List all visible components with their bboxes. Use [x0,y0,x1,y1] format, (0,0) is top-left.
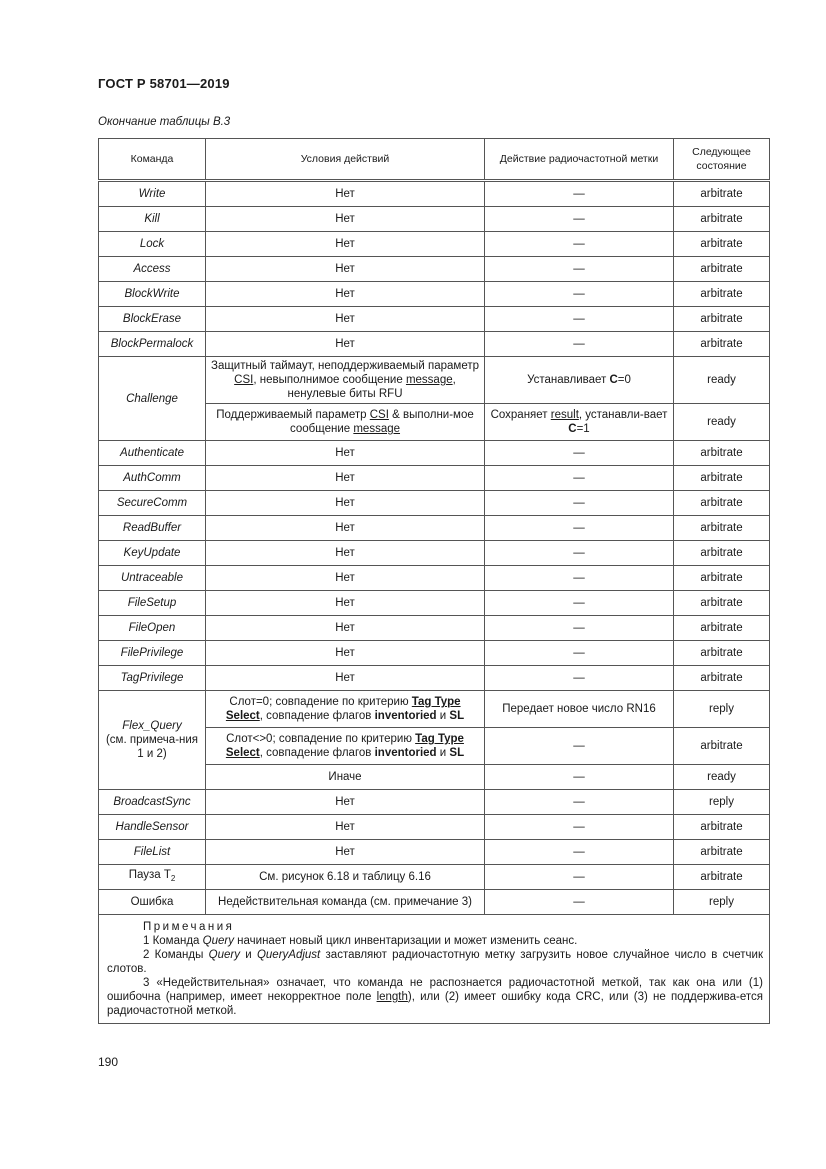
action-cell: — [485,815,674,840]
table-row [99,516,770,541]
condition-cell: Нет [206,541,485,566]
action-cell: — [485,491,674,516]
condition-cell: Недействительная команда (см. примечание 3) [206,890,485,915]
next-state-cell: arbitrate [674,591,770,616]
command-cell: Flex_Query (см. примеча-ния 1 и 2) [99,691,206,790]
next-state-cell: arbitrate [674,641,770,666]
condition-cell: Нет [206,790,485,815]
next-state-cell: arbitrate [674,616,770,641]
command-cell: FileOpen [99,616,206,641]
condition-cell: См. рисунок 6.18 и таблицу 6.16 [206,865,485,890]
column-header-tag-action: Действие радиочастотной метки [485,139,674,181]
action-cell: — [485,765,674,790]
action-cell: — [485,207,674,232]
condition-cell: Нет [206,232,485,257]
table-row [99,207,770,232]
table-row [99,566,770,591]
condition-cell: Слот=0; совпадение по критерию Tag Type Select, совпадение флагов inventoried и SL [206,691,485,728]
condition-cell: Нет [206,591,485,616]
condition-cell: Нет [206,282,485,307]
condition-cell: Нет [206,641,485,666]
table-row-flex-query-1 [99,691,770,728]
next-state-cell: arbitrate [674,441,770,466]
table-row [99,307,770,332]
table-row [99,616,770,641]
column-header-next-state: Следующее состояние [674,139,770,181]
table-row [99,441,770,466]
notes-block [99,915,770,1024]
next-state-cell: arbitrate [674,728,770,765]
next-state-cell: arbitrate [674,181,770,207]
condition-cell: Нет [206,491,485,516]
condition-cell: Нет [206,441,485,466]
command-cell: Пауза $T_2$ [99,865,206,890]
table-row [99,466,770,491]
next-state-cell: arbitrate [674,516,770,541]
condition-cell: Нет [206,815,485,840]
next-state-cell: ready [674,404,770,441]
note-1: 1 Команда Query начинает новый цикл инвентаризации и может изменить сеанс. [143,935,578,947]
action-cell: — [485,790,674,815]
command-cell: FileList [99,840,206,865]
next-state-cell: arbitrate [674,257,770,282]
command-cell: FilePrivilege [99,641,206,666]
state-transition-table [98,138,770,1024]
condition-cell: Нет [206,207,485,232]
table-row [99,666,770,691]
command-cell: BlockWrite [99,282,206,307]
next-state-cell: ready [674,765,770,790]
document-title: ГОСТ Р 58701—2019 [98,76,230,91]
note-3: 3 «Недействительная» означает, что команда не распознается радиочастотной меткой, так как она или (1) ошибочна (например, имеет некорректное поле length), или (2) имеет ошибку кода CRC, или (3) не поддержива-ется радиочастотной меткой. [107,977,763,1017]
next-state-cell: arbitrate [674,307,770,332]
table-row [99,257,770,282]
table-row [99,541,770,566]
next-state-cell: arbitrate [674,666,770,691]
action-cell: — [485,641,674,666]
table-row [99,491,770,516]
table-row [99,181,770,207]
condition-cell: Нет [206,257,485,282]
condition-cell: Иначе [206,765,485,790]
condition-cell: Нет [206,307,485,332]
next-state-cell: arbitrate [674,840,770,865]
table-row-error [99,890,770,915]
command-cell: BlockErase [99,307,206,332]
action-cell: — [485,307,674,332]
next-state-cell: reply [674,691,770,728]
command-cell: TagPrivilege [99,666,206,691]
condition-cell: Нет [206,616,485,641]
table-row [99,591,770,616]
table-caption: Окончание таблицы В.3 [98,116,231,128]
action-cell: — [485,566,674,591]
action-cell: Передает новое число RN16 [485,691,674,728]
table-row [99,332,770,357]
next-state-cell: arbitrate [674,491,770,516]
action-cell: Сохраняет result, устанавли-вает C=1 [485,404,674,441]
condition-cell: Нет [206,181,485,207]
table-notes-row [99,915,770,1024]
action-cell: — [485,257,674,282]
action-cell: — [485,181,674,207]
note-2: 2 Команды Query и QueryAdjust заставляют радиочастотную метку загрузить новое случайное число в счетчик слотов. [107,949,763,975]
condition-cell: Нет [206,332,485,357]
table-row [99,282,770,307]
command-cell: Authenticate [99,441,206,466]
next-state-cell: arbitrate [674,466,770,491]
command-cell: AuthComm [99,466,206,491]
next-state-cell: arbitrate [674,865,770,890]
table-row-pause [99,865,770,890]
command-cell: KeyUpdate [99,541,206,566]
next-state-cell: arbitrate [674,815,770,840]
condition-cell: Защитный таймаут, неподдерживаемый параметр CSI, невыполнимое сообщение message, ненулевые биты RFU [206,357,485,404]
page-number: 190 [98,1055,119,1069]
command-cell: SecureComm [99,491,206,516]
column-header-command: Команда [99,139,206,181]
notes-title: Примечания [143,921,235,933]
command-cell: Write [99,181,206,207]
next-state-cell: arbitrate [674,332,770,357]
action-cell: — [485,516,674,541]
action-cell: — [485,332,674,357]
command-cell: ReadBuffer [99,516,206,541]
next-state-cell: reply [674,890,770,915]
next-state-cell: arbitrate [674,282,770,307]
table-row [99,815,770,840]
next-state-cell: arbitrate [674,566,770,591]
action-cell: — [485,890,674,915]
command-cell: BroadcastSync [99,790,206,815]
command-cell: Lock [99,232,206,257]
next-state-cell: reply [674,790,770,815]
action-cell: — [485,282,674,307]
action-cell: — [485,728,674,765]
command-cell: Access [99,257,206,282]
next-state-cell: arbitrate [674,232,770,257]
command-cell: FileSetup [99,591,206,616]
action-cell: — [485,591,674,616]
table-header-row [99,139,770,181]
action-cell: — [485,541,674,566]
action-cell: — [485,616,674,641]
table-row [99,641,770,666]
condition-cell: Нет [206,666,485,691]
condition-cell: Нет [206,516,485,541]
command-cell: Untraceable [99,566,206,591]
column-header-conditions: Условия действий [206,139,485,181]
action-cell: — [485,840,674,865]
condition-cell: Нет [206,840,485,865]
next-state-cell: ready [674,357,770,404]
table-row-challenge-1 [99,357,770,404]
command-cell: BlockPermalock [99,332,206,357]
action-cell: — [485,865,674,890]
command-cell: Challenge [99,357,206,441]
action-cell: Устанавливает C=0 [485,357,674,404]
action-cell: — [485,466,674,491]
condition-cell: Поддерживаемый параметр CSI & выполни-мое сообщение message [206,404,485,441]
condition-cell: Слот<>0; совпадение по критерию Tag Type Select, совпадение флагов inventoried и SL [206,728,485,765]
condition-cell: Нет [206,566,485,591]
command-cell: HandleSensor [99,815,206,840]
action-cell: — [485,232,674,257]
action-cell: — [485,666,674,691]
table-row [99,232,770,257]
table-row [99,840,770,865]
condition-cell: Нет [206,466,485,491]
command-cell: Ошибка [99,890,206,915]
next-state-cell: arbitrate [674,541,770,566]
next-state-cell: arbitrate [674,207,770,232]
table-row [99,790,770,815]
command-cell: Kill [99,207,206,232]
action-cell: — [485,441,674,466]
